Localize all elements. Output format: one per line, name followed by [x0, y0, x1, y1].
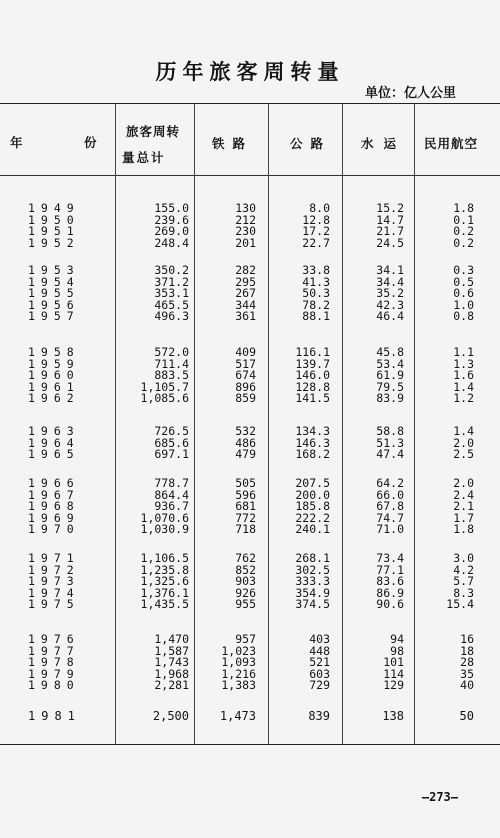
- cell-water: 35.2: [376, 286, 404, 301]
- cell-rail: 596: [235, 487, 256, 502]
- cell-water: 114: [383, 666, 404, 681]
- header-road: 公路: [290, 136, 332, 151]
- cell-air: 18: [460, 643, 474, 658]
- cell-water: 21.7: [376, 224, 404, 239]
- cell-air: 50: [459, 709, 474, 723]
- cell-rail: 282: [235, 263, 256, 277]
- cell-air: 2.5: [453, 447, 474, 462]
- cell-air: 1.2: [453, 391, 474, 406]
- cell-water: 34.1: [376, 263, 404, 277]
- cell-air: 40: [460, 678, 474, 693]
- cell-rail: 409: [235, 345, 256, 359]
- cell-road: 17.2: [302, 224, 330, 239]
- cell-rail: 1,473: [219, 709, 256, 723]
- cell-total: 1,105.7: [140, 379, 189, 394]
- cell-total: 697.1: [154, 447, 189, 462]
- header-air: 民用航空: [424, 136, 479, 151]
- cell-road: 333.3: [295, 574, 330, 589]
- cell-water: 64.2: [376, 476, 404, 490]
- cell-air: 0.6: [453, 286, 474, 301]
- cell-water: 94: [390, 632, 404, 646]
- cell-road: 33.8: [302, 263, 330, 277]
- cell-water: 73.4: [376, 551, 404, 565]
- cell-water: 83.9: [376, 391, 404, 406]
- cell-road: 185.8: [295, 499, 330, 514]
- table-row: [0, 449, 500, 461]
- cell-year: 1969: [28, 510, 80, 525]
- cell-year: 1953: [28, 263, 80, 277]
- cell-water: 67.8: [376, 499, 404, 514]
- cell-air: 0.8: [453, 309, 474, 324]
- cell-water: 34.4: [376, 274, 404, 289]
- unit-label: 单位：亿人公里: [364, 86, 456, 101]
- cell-water: 90.6: [376, 597, 404, 612]
- cell-water: 129: [383, 678, 404, 693]
- cell-air: 0.1: [453, 212, 474, 227]
- cell-water: 45.8: [376, 345, 404, 359]
- cell-rail: 681: [235, 499, 256, 514]
- row-group: [0, 203, 500, 249]
- cell-rail: 201: [235, 235, 256, 250]
- cell-year: 1980: [28, 678, 80, 693]
- cell-total: 1,587: [154, 643, 189, 658]
- cell-total: 685.6: [154, 435, 189, 450]
- cell-rail: 718: [235, 522, 256, 537]
- table-bottom-rule: [0, 744, 500, 745]
- cell-total: 1,070.6: [140, 510, 189, 525]
- cell-water: 47.4: [376, 447, 404, 462]
- cell-road: 116.1: [295, 345, 330, 359]
- cell-rail: 479: [235, 447, 256, 462]
- row-group: [0, 711, 500, 723]
- cell-rail: 130: [235, 201, 256, 215]
- cell-rail: 212: [235, 212, 256, 227]
- cell-water: 14.7: [376, 212, 404, 227]
- cell-air: 1.4: [453, 379, 474, 394]
- cell-water: 46.4: [376, 309, 404, 324]
- cell-total: 864.4: [154, 487, 189, 502]
- cell-road: 374.5: [295, 597, 330, 612]
- cell-road: 139.7: [295, 356, 330, 371]
- cell-rail: 762: [235, 551, 256, 565]
- cell-road: 41.3: [302, 274, 330, 289]
- cell-air: 0.2: [453, 224, 474, 239]
- cell-air: 1.4: [453, 424, 474, 438]
- cell-year: 1957: [28, 309, 80, 324]
- cell-year: 1952: [28, 235, 80, 250]
- cell-road: 146.0: [295, 368, 330, 383]
- cell-road: 8.0: [309, 201, 330, 215]
- cell-water: 101: [383, 655, 404, 670]
- cell-water: 83.6: [376, 574, 404, 589]
- cell-year: 1961: [28, 379, 80, 394]
- cell-year: 1949: [28, 201, 80, 215]
- cell-total: 465.5: [154, 297, 189, 312]
- cell-road: 222.2: [295, 510, 330, 525]
- cell-year: 1964: [28, 435, 80, 450]
- cell-air: 2.1: [453, 499, 474, 514]
- cell-year: 1976: [28, 632, 80, 646]
- cell-road: 240.1: [295, 522, 330, 537]
- header-year: 年: [10, 135, 23, 150]
- cell-rail: 267: [235, 286, 256, 301]
- cell-air: 1.8: [453, 522, 474, 537]
- table-row: [0, 235, 500, 250]
- cell-year: 1972: [28, 562, 80, 577]
- cell-rail: 903: [235, 574, 256, 589]
- row-group: [0, 478, 500, 536]
- cell-road: 448: [309, 643, 330, 658]
- cell-water: 15.2: [376, 201, 404, 215]
- cell-year: 1974: [28, 585, 80, 600]
- cell-air: 1.7: [453, 510, 474, 525]
- cell-total: 496.3: [154, 309, 189, 324]
- cell-road: 354.9: [295, 585, 330, 600]
- header-rail: 铁路: [212, 136, 254, 151]
- cell-total: 1,435.5: [140, 597, 189, 612]
- cell-water: 61.9: [376, 368, 404, 383]
- cell-year: 1962: [28, 391, 80, 406]
- cell-rail: 295: [235, 274, 256, 289]
- cell-total: 1,235.8: [140, 562, 189, 577]
- cell-air: 0.5: [453, 274, 474, 289]
- cell-rail: 957: [235, 632, 256, 646]
- table-row: [0, 599, 500, 611]
- cell-rail: 361: [235, 309, 256, 324]
- cell-year: 1965: [28, 447, 80, 462]
- cell-rail: 896: [235, 379, 256, 394]
- cell-road: 207.5: [295, 476, 330, 490]
- cell-year: 1968: [28, 499, 80, 514]
- cell-year: 1954: [28, 274, 80, 289]
- cell-total: 572.0: [154, 345, 189, 359]
- cell-water: 58.8: [376, 424, 404, 438]
- cell-air: 0.2: [453, 235, 474, 250]
- cell-water: 24.5: [376, 235, 404, 250]
- header-water: 水运: [361, 136, 407, 151]
- cell-rail: 955: [235, 597, 256, 612]
- cell-total: 1,743: [154, 655, 189, 670]
- row-group: [0, 265, 500, 323]
- cell-road: 141.5: [295, 391, 330, 406]
- cell-water: 77.1: [376, 562, 404, 577]
- cell-rail: 852: [235, 562, 256, 577]
- cell-year: 1967: [28, 487, 80, 502]
- cell-total: 883.5: [154, 368, 189, 383]
- cell-air: 16: [460, 632, 474, 646]
- table-row: [0, 311, 500, 323]
- cell-rail: 772: [235, 510, 256, 525]
- cell-total: 269.0: [154, 224, 189, 239]
- cell-total: 1,325.6: [140, 574, 189, 589]
- cell-road: 168.2: [295, 447, 330, 462]
- cell-water: 74.7: [376, 510, 404, 525]
- page-title: 历年旅客周转量: [155, 59, 345, 84]
- row-group: [0, 553, 500, 611]
- cell-air: 2.0: [453, 435, 474, 450]
- cell-road: 603: [309, 666, 330, 681]
- cell-air: 1.6: [453, 368, 474, 383]
- cell-total: 936.7: [154, 499, 189, 514]
- cell-water: 138: [382, 709, 404, 723]
- cell-road: 128.8: [295, 379, 330, 394]
- cell-rail: 1,093: [221, 655, 256, 670]
- cell-air: 15.4: [446, 597, 474, 612]
- cell-air: 5.7: [453, 574, 474, 589]
- cell-air: 0.3: [453, 263, 474, 277]
- cell-road: 12.8: [302, 212, 330, 227]
- cell-year: 1951: [28, 224, 80, 239]
- cell-total: 350.2: [154, 263, 189, 277]
- cell-road: 134.3: [295, 424, 330, 438]
- cell-total: 726.5: [154, 424, 189, 438]
- cell-year: 1978: [28, 655, 80, 670]
- cell-rail: 344: [235, 297, 256, 312]
- cell-air: 35: [460, 666, 474, 681]
- header-total: 旅客周转: [126, 124, 181, 139]
- cell-year: 1959: [28, 356, 80, 371]
- cell-total: 1,106.5: [140, 551, 189, 565]
- cell-rail: 230: [235, 224, 256, 239]
- cell-air: 1.1: [453, 345, 474, 359]
- cell-total: 1,376.1: [140, 585, 189, 600]
- cell-air: 4.2: [453, 562, 474, 577]
- page-number: —273—: [421, 790, 458, 804]
- cell-road: 839: [308, 709, 330, 723]
- cell-year: 1955: [28, 286, 80, 301]
- cell-rail: 517: [235, 356, 256, 371]
- cell-road: 521: [309, 655, 330, 670]
- cell-rail: 674: [235, 368, 256, 383]
- cell-air: 28: [460, 655, 474, 670]
- header-total: 量总计: [122, 150, 166, 165]
- cell-total: 248.4: [154, 235, 189, 250]
- cell-year: 1956: [28, 297, 80, 312]
- row-group: [0, 634, 500, 692]
- cell-water: 42.3: [376, 297, 404, 312]
- cell-rail: 505: [235, 476, 256, 490]
- header-year: 份: [84, 135, 97, 150]
- cell-water: 79.5: [376, 379, 404, 394]
- cell-road: 146.3: [295, 435, 330, 450]
- cell-total: 2,500: [152, 709, 189, 723]
- cell-rail: 926: [235, 585, 256, 600]
- cell-road: 22.7: [302, 235, 330, 250]
- cell-water: 71.0: [376, 522, 404, 537]
- cell-year: 1958: [28, 345, 80, 359]
- cell-road: 302.5: [295, 562, 330, 577]
- cell-road: 403: [309, 632, 330, 646]
- table-top-rule: [0, 103, 500, 104]
- cell-rail: 1,383: [221, 678, 256, 693]
- cell-total: 1,470: [154, 632, 189, 646]
- cell-air: 2.0: [453, 476, 474, 490]
- table-row: [0, 524, 500, 536]
- cell-total: 1,085.6: [140, 391, 189, 406]
- cell-total: 371.2: [154, 274, 189, 289]
- cell-air: 1.0: [453, 297, 474, 312]
- cell-total: 711.4: [154, 356, 189, 371]
- cell-air: 1.3: [453, 356, 474, 371]
- cell-year: 1981: [28, 709, 81, 723]
- cell-year: 1970: [28, 522, 80, 537]
- cell-rail: 1,023: [221, 643, 256, 658]
- cell-rail: 532: [235, 424, 256, 438]
- cell-rail: 859: [235, 391, 256, 406]
- row-group: [0, 426, 500, 461]
- cell-total: 239.6: [154, 212, 189, 227]
- cell-air: 3.0: [453, 551, 474, 565]
- cell-air: 8.3: [453, 585, 474, 600]
- cell-road: 729: [309, 678, 330, 693]
- cell-road: 88.1: [302, 309, 330, 324]
- cell-year: 1977: [28, 643, 80, 658]
- cell-water: 66.0: [376, 487, 404, 502]
- cell-water: 86.9: [376, 585, 404, 600]
- cell-road: 200.0: [295, 487, 330, 502]
- table-header-rule: [0, 175, 500, 176]
- cell-total: 155.0: [154, 201, 189, 215]
- cell-total: 353.1: [154, 286, 189, 301]
- cell-year: 1966: [28, 476, 80, 490]
- cell-air: 2.4: [453, 487, 474, 502]
- cell-total: 1,030.9: [140, 522, 189, 537]
- cell-total: 778.7: [154, 476, 189, 490]
- cell-year: 1950: [28, 212, 80, 227]
- cell-rail: 486: [235, 435, 256, 450]
- row-group: [0, 347, 500, 405]
- table-row: [0, 393, 500, 405]
- cell-year: 1973: [28, 574, 80, 589]
- cell-year: 1960: [28, 368, 80, 383]
- table-row: [0, 711, 500, 723]
- cell-year: 1979: [28, 666, 80, 681]
- cell-water: 98: [390, 643, 404, 658]
- cell-road: 78.2: [302, 297, 330, 312]
- cell-total: 1,968: [154, 666, 189, 681]
- cell-road: 268.1: [295, 551, 330, 565]
- cell-year: 1975: [28, 597, 80, 612]
- cell-year: 1971: [28, 551, 80, 565]
- table-row: [0, 680, 500, 692]
- cell-water: 53.4: [376, 356, 404, 371]
- cell-air: 1.8: [453, 201, 474, 215]
- cell-total: 2,281: [154, 678, 189, 693]
- cell-road: 50.3: [302, 286, 330, 301]
- cell-rail: 1,216: [221, 666, 256, 681]
- cell-water: 51.3: [376, 435, 404, 450]
- cell-year: 1963: [28, 424, 80, 438]
